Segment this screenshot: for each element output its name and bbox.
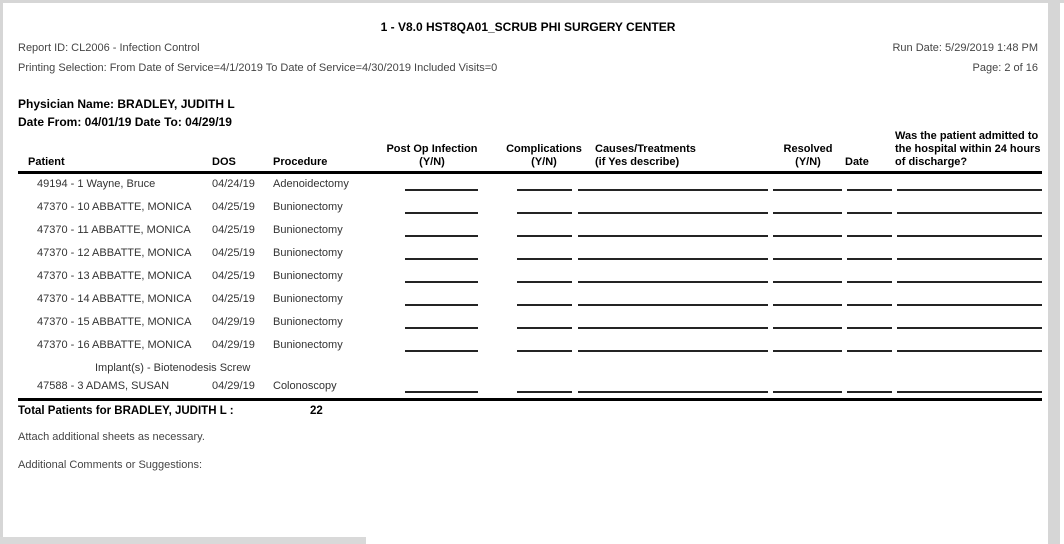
admitted-blank-line — [897, 304, 1042, 306]
patient-cell: 47370 - 10 ABBATTE, MONICA — [37, 201, 192, 213]
procedure-cell: Bunionectomy — [273, 247, 343, 259]
procedure-cell: Bunionectomy — [273, 201, 343, 213]
table-row — [0, 379, 1064, 398]
patient-cell: 47370 - 11 ABBATTE, MONICA — [37, 224, 191, 236]
patient-cell: 47370 - 12 ABBATTE, MONICA — [37, 247, 192, 259]
table-row — [0, 313, 1064, 336]
col-header-post-op-infection — [377, 143, 487, 169]
report-id: Report ID: CL2006 - Infection Control — [18, 42, 200, 54]
postop-blank-line — [405, 327, 478, 329]
postop-blank-line — [405, 212, 478, 214]
col-header-admitted: Was the patient admitted to the hospital within 24 hours of discharge? — [895, 130, 1041, 168]
table-row — [0, 336, 1064, 359]
admitted-blank-line — [897, 212, 1042, 214]
window-chrome-bottom — [0, 537, 366, 544]
page-number: Page: 2 of 16 — [972, 62, 1038, 74]
dos-cell: 04/25/19 — [212, 224, 255, 236]
patient-cell: 49194 - 1 Wayne, Bruce — [37, 178, 156, 190]
table-row — [0, 198, 1064, 221]
total-patients-label: Total Patients for BRADLEY, JUDITH L : — [18, 405, 234, 417]
postop-blank-line — [405, 350, 478, 352]
procedure-cell: Colonoscopy — [273, 380, 337, 392]
patient-cell: 47370 - 15 ABBATTE, MONICA — [37, 316, 192, 328]
dos-cell: 04/29/19 — [212, 339, 255, 351]
table-row — [0, 175, 1064, 198]
date-range: Date From: 04/01/19 Date To: 04/29/19 — [18, 115, 232, 129]
resolved-blank-line — [773, 391, 842, 393]
patient-cell: 47370 - 14 ABBATTE, MONICA — [37, 293, 192, 305]
col-header-date: Date — [845, 156, 869, 168]
postop-blank-line — [405, 258, 478, 260]
causes-blank-line — [578, 235, 768, 237]
complications-blank-line — [517, 212, 572, 214]
dos-cell: 04/29/19 — [212, 316, 255, 328]
resolved-blank-line — [773, 235, 842, 237]
printing-selection: Printing Selection: From Date of Service=4/1/2019 To Date of Service=4/30/2019 Included Visits=0 — [18, 62, 498, 74]
postop-blank-line — [405, 189, 478, 191]
causes-blank-line — [578, 258, 768, 260]
admitted-blank-line — [897, 281, 1042, 283]
admitted-blank-line — [897, 350, 1042, 352]
date-blank-line — [847, 391, 892, 393]
resolved-blank-line — [773, 350, 842, 352]
complications-blank-line — [517, 327, 572, 329]
col-header-causes-treatments — [595, 143, 696, 169]
admitted-blank-line — [897, 189, 1042, 191]
postop-blank-line — [405, 235, 478, 237]
additional-comments-label: Additional Comments or Suggestions: — [18, 459, 203, 471]
physician-name: Physician Name: BRADLEY, JUDITH L — [18, 97, 235, 111]
col-header-resolved-line2: (Y/N) — [795, 156, 821, 168]
dos-cell: 04/25/19 — [212, 201, 255, 213]
causes-blank-line — [578, 327, 768, 329]
resolved-blank-line — [773, 281, 842, 283]
resolved-blank-line — [773, 304, 842, 306]
admitted-blank-line — [897, 258, 1042, 260]
postop-blank-line — [405, 281, 478, 283]
col-header-resolved — [772, 143, 844, 169]
procedure-cell: Bunionectomy — [273, 270, 343, 282]
col-header-post-op-infection-line1: Post Op Infection — [386, 143, 478, 155]
patient-cell: 47370 - 16 ABBATTE, MONICA — [37, 339, 192, 351]
complications-blank-line — [517, 258, 572, 260]
dos-cell: 04/24/19 — [212, 178, 255, 190]
window-chrome-top — [0, 0, 1064, 3]
table-row-implant-note — [0, 359, 1064, 379]
col-header-resolved-line1: Resolved — [783, 143, 833, 155]
postop-blank-line — [405, 304, 478, 306]
report-title: 1 - V8.0 HST8QA01_SCRUB PHI SURGERY CENTER — [380, 20, 676, 34]
table-row — [0, 267, 1064, 290]
table-row — [0, 244, 1064, 267]
patient-cell: 47588 - 3 ADAMS, SUSAN — [37, 380, 170, 392]
date-blank-line — [847, 350, 892, 352]
dos-cell: 04/25/19 — [212, 293, 255, 305]
col-header-complications — [496, 143, 592, 169]
procedure-cell: Adenoidectomy — [273, 178, 349, 190]
admitted-blank-line — [897, 235, 1042, 237]
complications-blank-line — [517, 350, 572, 352]
col-header-complications-line1: Complications — [506, 143, 582, 155]
col-header-causes-line1: Causes/Treatments — [595, 143, 696, 155]
postop-blank-line — [405, 391, 478, 393]
table-row — [0, 290, 1064, 313]
total-patients-value: 22 — [310, 405, 323, 417]
complications-blank-line — [517, 281, 572, 283]
col-header-dos: DOS — [212, 156, 236, 168]
col-header-causes-line2: (if Yes describe) — [595, 156, 680, 168]
total-divider-rule — [18, 398, 1042, 401]
resolved-blank-line — [773, 258, 842, 260]
resolved-blank-line — [773, 327, 842, 329]
date-blank-line — [847, 327, 892, 329]
procedure-cell: Bunionectomy — [273, 293, 343, 305]
procedure-cell: Bunionectomy — [273, 316, 343, 328]
date-blank-line — [847, 258, 892, 260]
causes-blank-line — [578, 189, 768, 191]
admitted-blank-line — [897, 327, 1042, 329]
admitted-blank-line — [897, 391, 1042, 393]
complications-blank-line — [517, 304, 572, 306]
col-header-complications-line2: (Y/N) — [531, 156, 557, 168]
dos-cell: 04/29/19 — [212, 380, 255, 392]
table-header — [18, 126, 1042, 174]
causes-blank-line — [578, 212, 768, 214]
table-body — [0, 175, 1064, 398]
resolved-blank-line — [773, 212, 842, 214]
patient-cell: 47370 - 13 ABBATTE, MONICA — [37, 270, 192, 282]
complications-blank-line — [517, 189, 572, 191]
complications-blank-line — [517, 391, 572, 393]
causes-blank-line — [578, 304, 768, 306]
run-date: Run Date: 5/29/2019 1:48 PM — [892, 42, 1038, 54]
table-row — [0, 221, 1064, 244]
implant-note: Implant(s) - Biotenodesis Screw — [95, 362, 251, 374]
complications-blank-line — [517, 235, 572, 237]
col-header-post-op-infection-line2: (Y/N) — [419, 156, 445, 168]
causes-blank-line — [578, 281, 768, 283]
col-header-patient: Patient — [28, 156, 65, 168]
resolved-blank-line — [773, 189, 842, 191]
date-blank-line — [847, 235, 892, 237]
date-blank-line — [847, 189, 892, 191]
date-blank-line — [847, 304, 892, 306]
attach-sheets-note: Attach additional sheets as necessary. — [18, 431, 205, 443]
causes-blank-line — [578, 350, 768, 352]
dos-cell: 04/25/19 — [212, 270, 255, 282]
col-header-procedure: Procedure — [273, 156, 328, 168]
date-blank-line — [847, 212, 892, 214]
date-blank-line — [847, 281, 892, 283]
dos-cell: 04/25/19 — [212, 247, 255, 259]
procedure-cell: Bunionectomy — [273, 339, 343, 351]
procedure-cell: Bunionectomy — [273, 224, 343, 236]
causes-blank-line — [578, 391, 768, 393]
